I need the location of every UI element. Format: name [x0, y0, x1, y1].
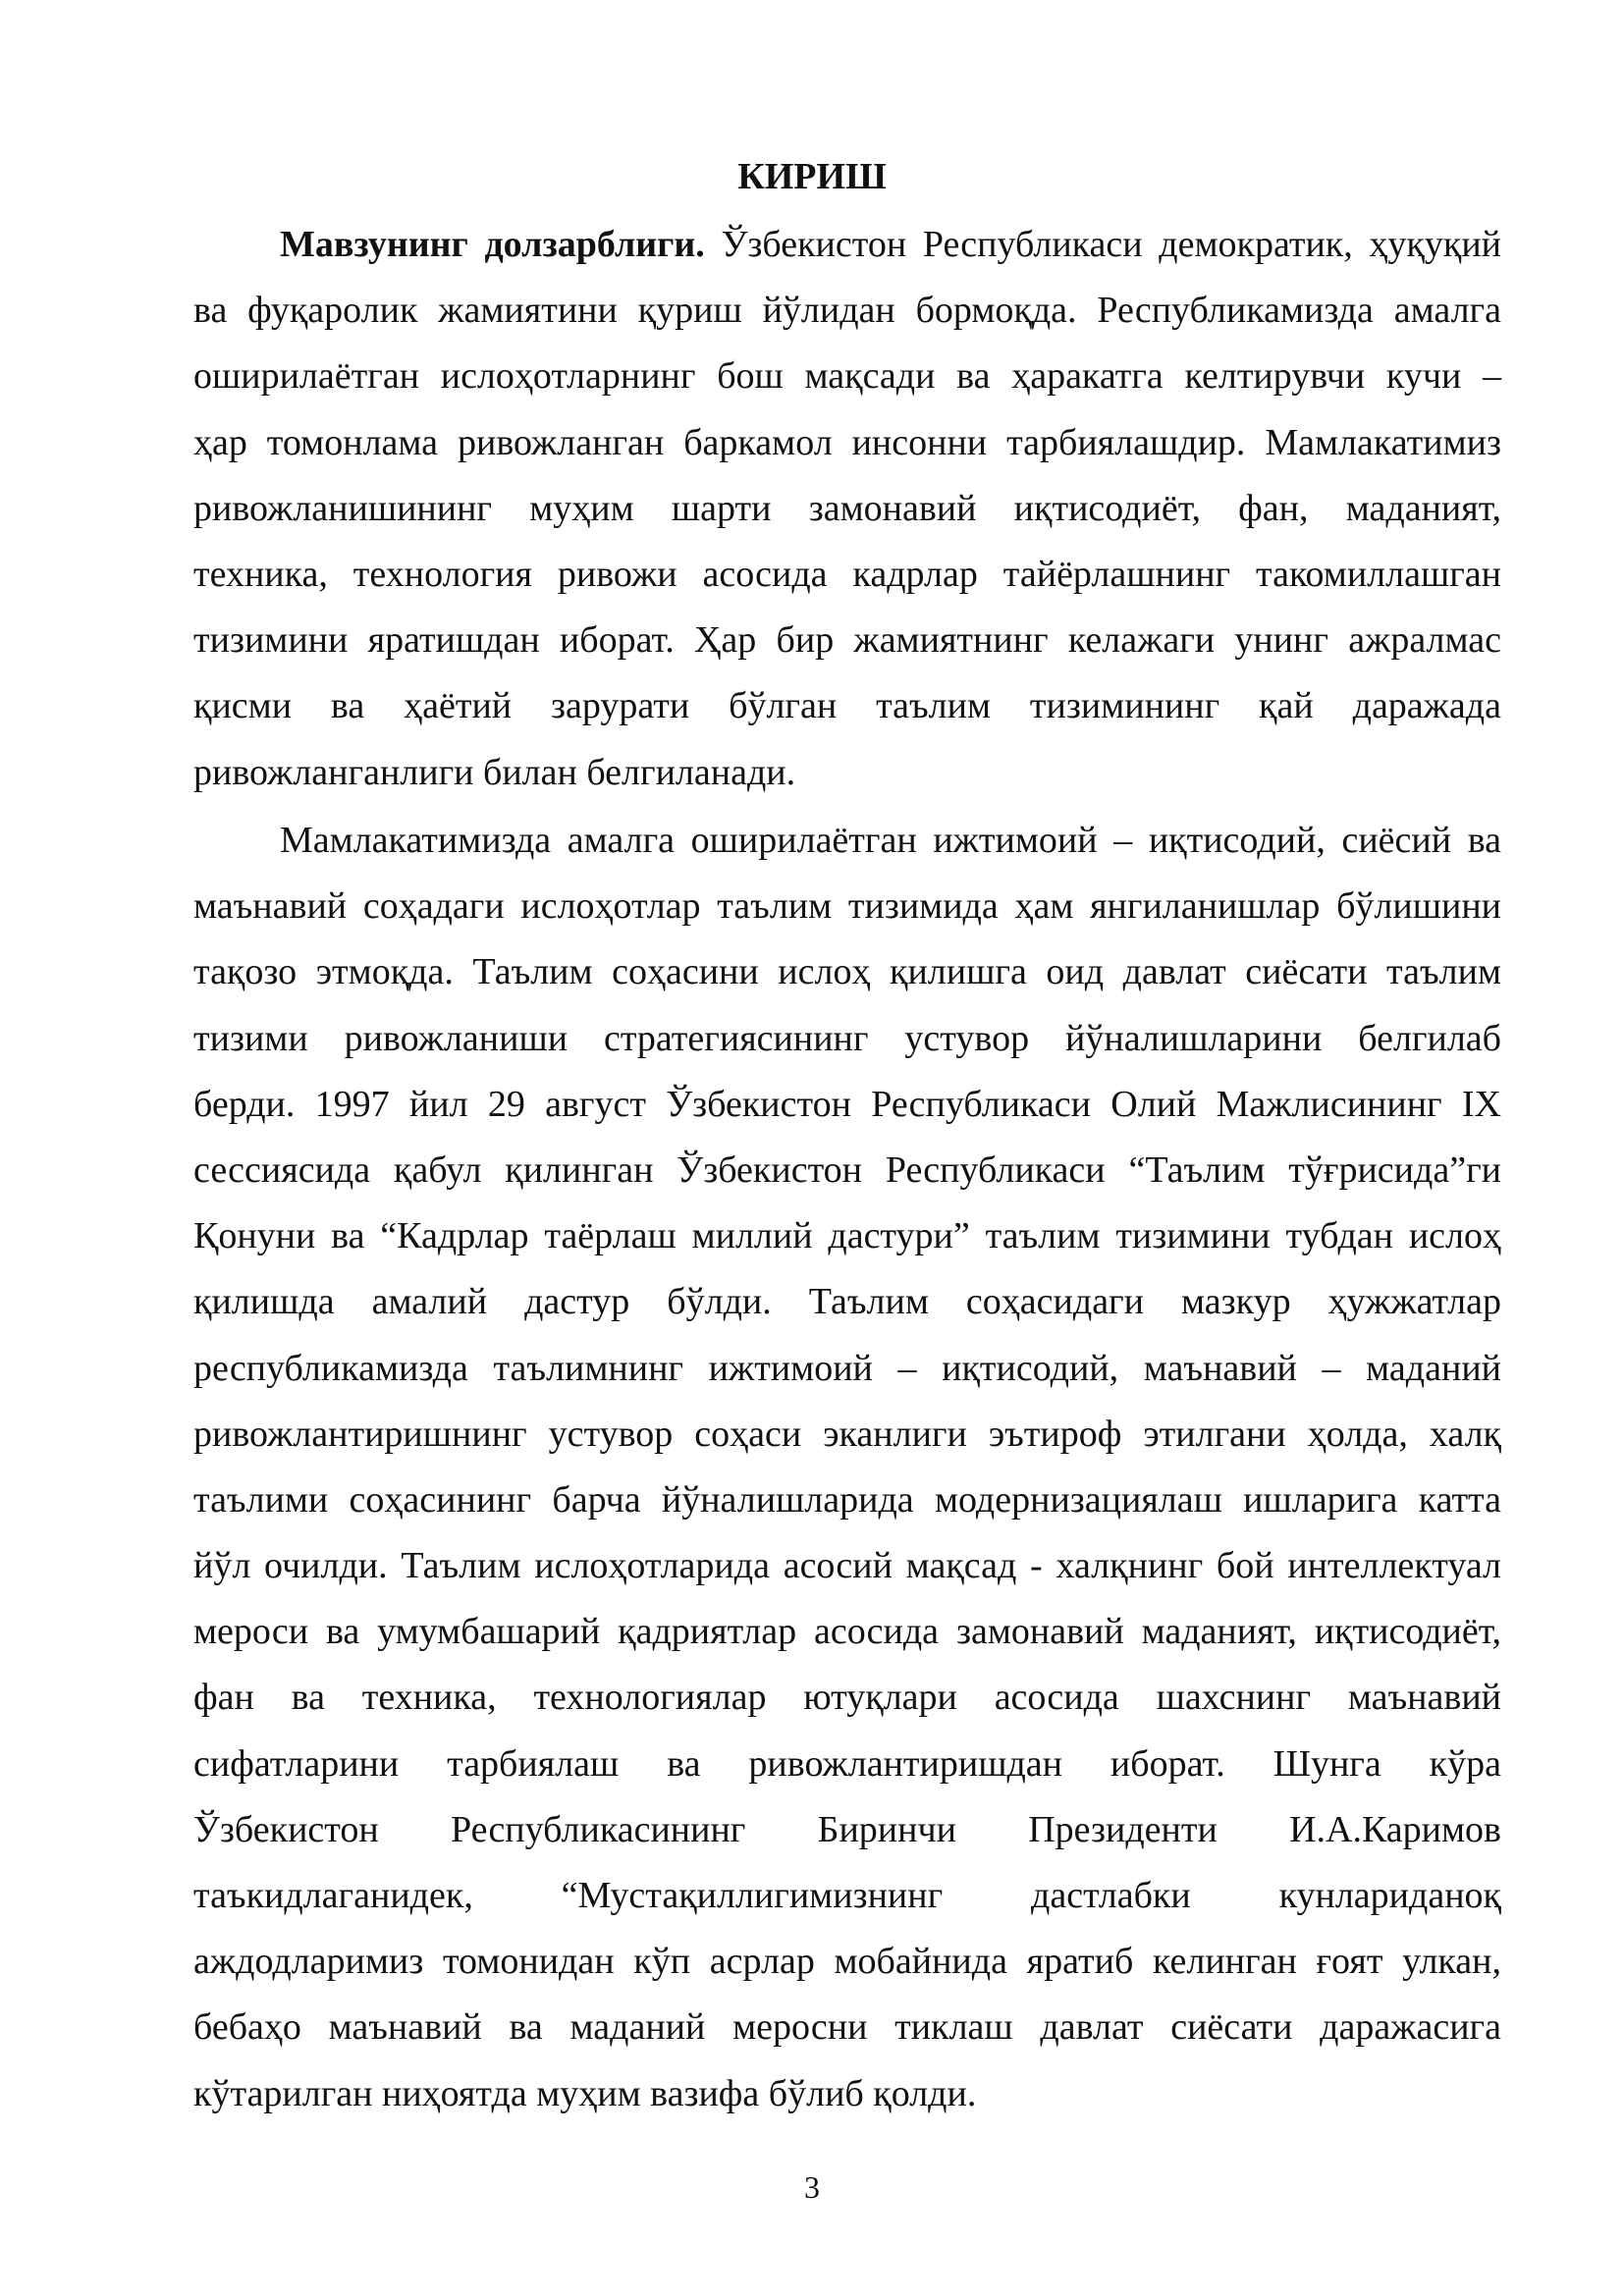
paragraph-line: кўтарилган ниҳоятда муҳим вазифа бўлиб қолди. [193, 2072, 977, 2114]
paragraph-line: маънавий соҳадаги ислоҳотлар таълим тизимида ҳам янгиланишлар бўлишини [193, 885, 1501, 928]
paragraph-line: тақозо этмоқда. Таълим соҳасини ислоҳ қилишга оид давлат сиёсати таълим [193, 951, 1501, 993]
paragraph-line: Қонуни ва “Кадрлар таёрлаш миллий дастури” таълим тизимини тубдан ислоҳ [193, 1215, 1501, 1257]
paragraph-line: аждодларимиз томонидан кўп асрлар мобайнида яратиб келинган ғоят улкан, [193, 1941, 1501, 1983]
paragraph-line: фан ва техника, технологиялар ютуқлари асосида шахснинг маънавий [193, 1677, 1501, 1719]
paragraph-line: тизимини яратишдан иборат. Ҳар бир жамиятнинг келажаги унинг ажралмас [193, 619, 1501, 662]
lead-phrase: Мавзунинг долзарблиги. [280, 224, 705, 265]
paragraph-relevance [193, 212, 1501, 806]
paragraph-line: ривожланишининг муҳим шарти замонавий иқтисодиёт, фан, маданият, [193, 487, 1501, 529]
paragraph-line: сессиясида қабул қилинган Ўзбекистон Республикаси “Таълим тўғрисида”ги [193, 1148, 1501, 1191]
paragraph-line: республикамизда таълимнинг ижтимоий – иқтисодий, маънавий – маданий [193, 1347, 1501, 1389]
paragraph-line: ҳар томонлама ривожланган баркамол инсонни тарбиялашдир. Мамлакатимиз [193, 421, 1501, 463]
paragraph-line: таълими соҳасининг барча йўналишларида модернизациялаш ишларига катта [193, 1478, 1501, 1521]
paragraph-line: ва фуқаролик жамиятини қуриш йўлидан бормоқда. Республикамизда амалга [193, 290, 1501, 332]
paragraph-line: сифатларини тарбиялаш ва ривожлантиришдан иборат. Шунга кўра [193, 1742, 1501, 1785]
paragraph-line: ривожлантиришнинг устувор соҳаси эканлиги эътироф этилгани ҳолда, халқ [193, 1413, 1501, 1455]
page-title: КИРИШ [737, 156, 887, 197]
paragraph-line [193, 212, 1501, 278]
paragraph-line: мероси ва умумбашарий қадриятлар асосида замонавий маданият, иқтисодиёт, [193, 1611, 1501, 1653]
paragraph-line: қисми ва ҳаётий зарурати бўлган таълим тизимининг қай даражада [193, 685, 1501, 727]
paragraph-line: ривожланганлиги билан белгиланади. [193, 751, 796, 793]
paragraph-reforms [193, 808, 1501, 2127]
paragraph-line: бебаҳо маънавий ва маданий меросни тиклаш давлат сиёсати даражасига [193, 2006, 1501, 2049]
paragraph-line: йўл очилди. Таълим ислоҳотларида асосий мақсад - халқнинг бой интеллектуал [193, 1545, 1501, 1587]
paragraph-line: тизими ривожланиши стратегиясининг устувор йўналишларини белгилаб [193, 1017, 1501, 1059]
paragraph-line: таъкидлаганидек, “Мустақиллигимизнинг дастлабки кунлариданоқ [193, 1875, 1501, 1916]
paragraph-line: қилишда амалий дастур бўлди. Таълим соҳасидаги мазкур ҳужжатлар [193, 1281, 1501, 1323]
page-number: 3 [804, 2169, 820, 2205]
paragraph-line: берди. 1997 йил 29 август Ўзбекистон Республикаси Олий Мажлисининг IX [193, 1083, 1501, 1125]
paragraph-line: Мамлакатимизда амалга оширилаётган ижтимоий – иқтисодий, сиёсий ва [280, 820, 1501, 861]
paragraph-line: техника, технология ривожи асосида кадрлар тайёрлашнинг такомиллашган [193, 553, 1501, 595]
line-text: Ўзбекистон Республикаси демократик, ҳуқуқий [721, 224, 1501, 265]
paragraph-line: Ўзбекистон Республикасининг Биринчи Президенти И.А.Каримов [193, 1808, 1501, 1850]
paragraph-line: оширилаётган ислоҳотларнинг бош мақсади ва ҳаракатга келтирувчи кучи – [193, 355, 1501, 398]
